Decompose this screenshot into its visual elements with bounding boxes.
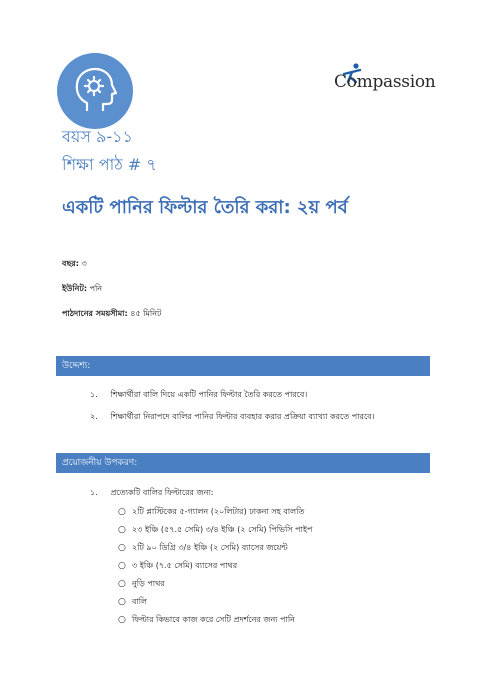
unit-line [62,283,102,296]
objective-item [90,389,307,402]
circle-bullet-icon: ○ [118,543,126,553]
objective-text: শিক্ষার্থীরা নিরাপদে বালির পানির ফিল্টার ব্যবহার করার প্রক্রিয়া ব্যাখ্যা করতে পারবে। [110,412,375,421]
head-gear-icon [57,53,133,129]
circle-bullet-icon: ○ [118,615,126,625]
objective-number: ১. [90,390,98,399]
material-text: ফিল্টার কিভাবে কাজ করে সেটি প্রদর্শনের জন্য পানি [132,615,295,624]
lesson-number: শিক্ষা পাঠ # ৭ [62,155,157,174]
circle-bullet-icon: ○ [118,597,126,607]
material-item [118,560,237,573]
material-item [118,542,288,555]
material-item [118,614,295,627]
year-value: ৩ [81,259,87,268]
material-text: ২টি প্লাস্টিকের ৫-গ্যালন (২০লিটার) ঢাকনা সহ বালতি [132,507,305,516]
material-text: বালি [132,597,148,606]
material-text: ২৩ ইঞ্চি (৫৭.৫ সেমি) ৩/৪ ইঞ্চি (২ সেমি) পিভিসি পাইপ [132,525,313,534]
material-item [118,596,147,609]
unit-label: ইউনিট: [62,284,88,293]
materials-heading: প্রয়োজনীয় উপকরণ: [56,453,430,473]
material-text: নুড়ি পাথর [132,579,165,588]
objective-text: শিক্ষার্থীরা বালি দিয়ে একটি পানির ফিল্টার তৈরি করতে পারবে। [110,390,308,399]
material-item [118,506,304,519]
material-text: ২টি ৯০ ডিগ্রি ৩/৪ ইঞ্চি (২ সেমি) ব্যাসের জয়েন্ট [132,543,288,552]
circle-bullet-icon: ○ [118,525,126,535]
materials-number: ১. [90,488,98,497]
duration-label: পাঠদানের সময়সীমা: [62,309,128,318]
page-title: একটি পানির ফিল্টার তৈরি করা: ২য় পর্ব [62,197,348,218]
material-item [118,578,165,591]
material-text: ৩ ইঞ্চি (৭.৫ সেমি) ব্যাসের পাথর [132,561,238,570]
objectives-heading: উদ্দেশ্য: [56,356,430,376]
brand-name: Compassion [334,72,436,92]
circle-bullet-icon: ○ [118,507,126,517]
materials-intro-text: প্রত্যেকটি বালির ফিল্টারের জন্য: [110,488,214,497]
duration-line [62,308,161,321]
age-range: বয়স ৯-১১ [62,127,133,146]
materials-intro [90,487,213,500]
year-label: বছর: [62,259,79,268]
duration-value: ৪৫ মিনিট [130,309,162,318]
unit-value: পনি [89,284,103,293]
year-line [62,258,87,271]
circle-bullet-icon: ○ [118,561,126,571]
lesson-logo [57,53,133,129]
objective-item [90,411,374,424]
objective-number: ২. [90,412,98,421]
material-item [118,524,312,537]
circle-bullet-icon: ○ [118,579,126,589]
